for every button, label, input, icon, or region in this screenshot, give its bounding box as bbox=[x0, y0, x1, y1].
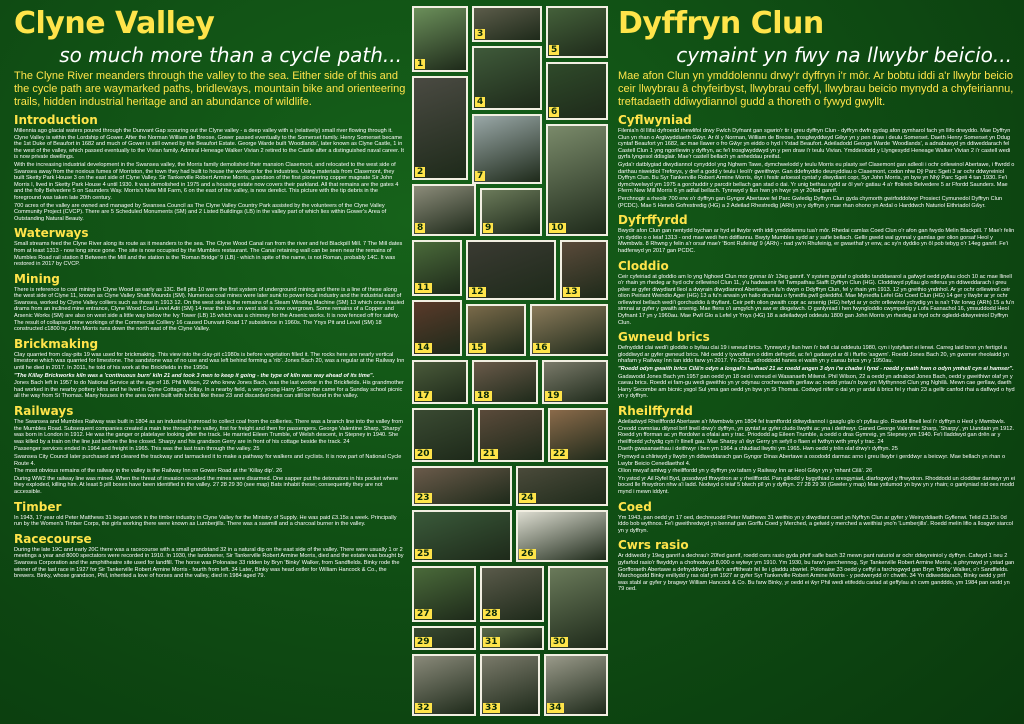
section-paragraph: The most obvious remains of the railway in the valley is the Railway Inn on Gower Road at the 'Killay dip'. 26 bbox=[14, 468, 283, 475]
historic-photo bbox=[472, 360, 538, 404]
photo-number-label: 32 bbox=[417, 703, 430, 713]
historic-photo bbox=[466, 240, 556, 300]
historic-photo bbox=[466, 304, 526, 356]
section-paragraph: Perchnogir a rheolir 700 erw o'r dyffryn gan Gyngor Abertawe fel Parc Gwledig Dyffryn Clun gyda chymorth gwirfoddolwyr Prosiect Cymunedol Dyffryn Clun (PCDC). Mae 5 Heneb Gofrestredig (HG) a 2 Adeilad Rhestredig (ARh) yn y dyffryn y mae rhan ohono yn Ardal o Harddwch Naturiol Eithriadol Gŵyr. bbox=[618, 195, 1003, 209]
section-paragraph: Daeth gwasanaethau i deithwyr i ben ym 1964 a chludiad llwythi ym 1965. Hwn oedd y trên olaf drwy'r dyffryn. 25 bbox=[618, 446, 898, 453]
historic-photo bbox=[480, 654, 540, 716]
section-paragraph: Gyda'r datblygiad diwydiannol cynyddol yng Nghwm Tawe, dymchwelodd y teulu Morris eu plasty sef Clasemont gan adleoli i ochr orllewinol Abertawe, i ffwrdd o darthau niweidiol Treforys, y dref a godd y teulu i leoli'r gweithwyr. Gan ddefnyddio deunyddiau o Clasemont, codon nhw Dŷ Parc Sgeti 3 ar ochr ddwyreiniol Dyffryn Clun. Bu Syr Tankerville Robert Armine Morris, ŵyr i fesitr arloesol cyntaf y diwydiant copr, Syr John Morris, yn byw yn Nhŷ Parc Sgeti 4 tan 1930. Fe'i dymchwelwyd ym 1975 a gorchuddir y parcdir bellach gan stad o dai. Yr unig bethau sydd ar ôl yw'r gatiau 4 a'r ffolinеb Belvedere 5 ar Ffordd Saunders. Mae Fferm New Mill Morris 6 yn adfail bellach. Tynnwyd y llun hwn yn hwyr yn yr 20fed ganrif. bbox=[618, 161, 1015, 195]
section-paragraph: In 1943, 17 year old Peter Matthews 31 began work in the timber industry in Clyne Valley for the Ministry of Supply. He was paid £3.15s a week. Principally run by the Women's Timber Corps, the girls working there were known as Lumberjills. There was a sawmill and a charcoal burner in the valley. bbox=[14, 514, 397, 528]
section-paragraph: Ceir cyfeiriad at gloddio am lo yng Nghoed Clun mor gynnar â'r 13eg ganrif. Y system gyntaf o gloddio tanddaearol a gafwyd oedd pyllau cloch 10 ac mae llinell o'r rhain yn rhedeg ar hyd ochr orllewinol Clun 11, y'u hadwaenir fel Twmpathau Siafft Dyffryn Clun (HG). Cloddiwyd pyllau glo niferus yn ddiweddarach i greu pŵer ar gyfer diwydiant lleol a dwyrain diwydiannol Abertawe, a fu'n dwyn o Ddyffryn Clun, fel y rhain ym 1913. 12 yn greithio yndnhol. Ar yr ochr orllewinol ceir olion Peiriant Weindio Ager (HG) 13 a fu'n arwain yn halio dramiau o fynedfa pwll goleddfol. Mae Mynedfa Lefel Glo Coed Clun (HG) 14 ger y llwybr ar yr ochr orllewinol bellach wedi'i gorchuddio â thyfiant. Ceir peth olion gwaith copr ac arsenig (HG) hefyd ar yr ochr orllewinol ychydig yn is na'r Tŵr Iorwg (ARh) 15 a fu'n simnai ar gyfer y gwaith arsenig. Mae ffens o'i amgylch yn awr er diogelwch. O ganlyniad i hen fwyngloddio cwympedig y Lofa Fasnachol 16, ymsuddodd Heol Dyfnant 17 yn y 1960au. Mae Pwll Glo a Lefel yr Ynys (HG) 18 a adeiladwyd oddeutu 1800 gan John Morris yn rhedeg ar hyd ochr ogledd-ddwyreiniol Dyffryn Clun. bbox=[618, 273, 1015, 326]
photo-number-label: 2 bbox=[417, 167, 424, 177]
section-quote: "Roedd odyn gwaith brics Cilâ'n odyn a losgai'n barhaol 21 ac roedd angen 3 dyn i'w chadw i fynd - roedd y math hwn o odyn ymhell cyn ei hamser". bbox=[618, 366, 1014, 373]
historic-photo bbox=[544, 654, 608, 716]
historic-photo bbox=[530, 304, 608, 356]
historic-photo bbox=[546, 124, 608, 236]
section-paragraph: Swansea City Council later purchased and cleared the trackway and tarmacked it to make a pathway for walkers and cyclists. It is now part of National Cycle Route 4. bbox=[14, 453, 402, 467]
section-heading: Timber bbox=[14, 499, 62, 514]
historic-photo bbox=[412, 626, 476, 650]
photo-column bbox=[412, 6, 612, 720]
historic-photo bbox=[478, 408, 544, 462]
historic-photo bbox=[480, 626, 544, 650]
photo-number-label: 28 bbox=[485, 609, 498, 619]
section-paragraph: With the increasing industrial development in the Swansea valley, the Morris family demolished their mansion Clasemont, and relocated to the west side of Swansea away from the noxious fumes of Morriston, the town they had built to house the workers for the industries. Using materials from Clasemont, they built Sketty Park House 3 on the east side of Clyne Valley. Sir Tankerville Robert Armine Morris, grandson of the first pioneering copper magnate Sir John Morris I, lived in Sketty Park House 4 until 1930. It was demolished in 1975 and a housing estate now covers their parkland. All that remains are the gates 4 and the folly Belvedere 5 on Saunders Way. Morris's New Mill Farm, 6 on the east of the valley, is now derelict. This picture with the tip debris in the foreground was taken late 20th century. bbox=[14, 161, 399, 201]
section-heading: Waterways bbox=[14, 226, 89, 241]
section-paragraph: Yn ystod yr Ail Ryfel Byd, gosodwyd ffrwydron ar y rheilffordd. Pan giliodd y bygythiad o oresgyniad, diarfogwyd y ffrwydron. Rhoddodd un cloddiwr daniwyr yn ei boced lle ffrwydron nhw a'i ladd. Nodwyd o leiaf 5 blwch pîl yn y dyffryn. 27 28 29 30 (Gweler y map) Mae ystlumod yn byw yn y rhain; o ganlyniad nid oes modd mynd i mewn iddynt. bbox=[618, 475, 1016, 495]
photo-number-label: 24 bbox=[521, 493, 534, 503]
photo-number-label: 22 bbox=[553, 449, 566, 459]
photo-number-label: 13 bbox=[565, 287, 578, 297]
section-paragraph: There is reference to coal mining in Clyne Wood as early as 13C. Bell pits 10 were the first system of underground mining and there is a line of these along the west side of Clyne 11, known as Clyne Valley Shaft Mounds (SM). Numerous coal mines were later sunk to power local industry and the industrial east of Swansea, worked by Clyne Valley colliers such as those in 1913 12. On the west side is the remains of a Steam Winding Machine (SM) 13 which once hauled drams from an inclined mine entrance, Clyne Wood Coal Level Adit (SM) 14 near the bike on west side is now overgrown. Some remains of a Copper and Arsenic Works (SM) are also on west side a little way below the Ivy Tower (LB) 15 which was a chimney for the Arsenic works. It is now fenced off for safety. The result of collapsed mine workings of the Commercial Colliery 16 caused Dunvant Road 17 subsidence in 1960s. The Ynys Pit and Level (SM) 18 constructed c1800 by John Morris runs down the north east of the Clyne Valley. bbox=[14, 286, 405, 333]
historic-photo bbox=[560, 240, 608, 300]
historic-photo bbox=[412, 654, 476, 716]
historic-photo bbox=[472, 46, 542, 110]
section-paragraph: 700 acres of the valley are owned and managed by Swansea Council as The Clyne Valley Country Park assisted by the volunteers of the Clyne Valley Community Project (CVCP). There are 5 Scheduled Monuments (SM) and 2 Listed Buildings (LB) in the valley part of which lies within Gower's Area of Outstanding Natural Beauty. bbox=[14, 202, 387, 222]
photo-number-label: 17 bbox=[417, 391, 430, 401]
section-quote: "The Killay Brickworks kiln was a 'continuous burn' kiln 21 and took 3 men to keep it going - the type of kiln was way ahead of its time". bbox=[14, 372, 375, 379]
section-heading: Racecourse bbox=[14, 531, 92, 546]
welsh-subtitle: cymaint yn fwy na llwybr beicio... bbox=[676, 43, 1012, 67]
photo-number-label: 20 bbox=[417, 449, 430, 459]
historic-photo bbox=[472, 114, 542, 184]
english-intro: The Clyne River meanders through the valley to the sea. Either side of this and the cycle path are waymarked paths, bridleways, mountain bike and orienteering trails, hidden industrial heritage and an abundance of wildlife. bbox=[14, 70, 406, 108]
photo-number-label: 19 bbox=[547, 391, 560, 401]
photo-number-label: 12 bbox=[471, 287, 484, 297]
photo-number-label: 14 bbox=[417, 343, 430, 353]
section-paragraph: Bwydir afon Clun gan nentydd bychan ar hyd ei llwybr wrth iddi ymddolennu tua'r môr. Rhedai camlas Coed Clun o'r afon gan fwydo Melin Blackpill. 7 Mae'r felin yn dyddio o o leiaf 1313 - ond mae wedi hen ddiflannu. Bwyty Mumbles sydd ar y safle bellach. Gellir gweld wal gynnal y gamlas ger olion gorsaf Heol y Mwmbwls. 8 Rhwng y felin a'r orsaf mae'r 'Bont Rufeinig' 9 (ARh) - nad yw'n Rhufeinig, er gwaethaf yr enw, ac sy'n dyddio yn ôl pob tebyg o'r 14eg ganrif. Fe'i hadferwyd yn 2017 gan PCDC. bbox=[618, 228, 1015, 254]
photo-number-label: 25 bbox=[417, 549, 430, 559]
historic-photo bbox=[472, 6, 542, 42]
section-paragraph: Passenger services ended in 1964 and freight in 1965. This was the last train through the valley. 25 bbox=[14, 446, 260, 453]
historic-photo bbox=[546, 6, 608, 58]
section-heading: Railways bbox=[14, 404, 74, 418]
photo-number-label: 15 bbox=[471, 343, 484, 353]
photo-number-label: 16 bbox=[535, 343, 548, 353]
welsh-column bbox=[618, 0, 1016, 593]
photo-number-label: 4 bbox=[477, 97, 484, 107]
english-title: Clyne Valley bbox=[14, 6, 215, 41]
section-paragraph: Adeiladwyd Rheilffordd Abertawe a'r Mwmbwls ym 1804 fel tramffordd ddiwydiannol i gasglu glo o'r pyllau glo. Roedd llinell leol i'r dyffryn o Heol y Mwmbwls. Creodd cwmnïau dilynol brif linell drwy'r dyffryn, yn gyntaf ar gyfer cludo llwythi ac yna i deithwyr. Ganed George Valentine Sharp, 'Sharpy', yn Llundain yn 1912. Roedd yn fforman ac yn ffordolwr a ofalai am y trac. Priododd ag Eileen Trumble, a oedd o dras Gymreig, yn Stepney ym 1940. Fe'i lladdwyd gan drên ar y rheilffordd ychydig cyn i'r llinell gau. Mae Sharpy a'i ŵyr Gerry yn sefyll o flaen ei fwthyn wrth ymyl y trac. 24 bbox=[618, 419, 1015, 445]
section-heading: Cloddio bbox=[618, 258, 669, 273]
historic-photo bbox=[548, 408, 608, 462]
photo-number-label: 9 bbox=[485, 223, 492, 233]
historic-photo bbox=[548, 566, 608, 650]
photo-number-label: 7 bbox=[477, 171, 484, 181]
section-heading: Cyflwyniad bbox=[618, 113, 692, 127]
historic-photo bbox=[412, 184, 476, 236]
photo-number-label: 8 bbox=[417, 223, 424, 233]
section-paragraph: Defnyddid clai wedi'i gloddio o byllau clai 19 i wneud brics. Tynnwyd y llun hwn i'r bwll clai oddeutu 1980, cyn i lystyfiant ei lenwi. Carreg laid bron yn fertigol a gloddiwyd ar gyfer gwneud brics. Nid oedd y tywodfaen o ddim defnydd, ac fe'i gadawyd ar ôl i ffurfio 'asgwrn'. Roedd Jones Bach 20, yn gwsmer rheolaidd yn nhafarn y Railway Inn tan iddo farw yn 2017. Yn 2011, adroddodd hanes ei waith yn y caeau brics yn y 1950au. bbox=[618, 345, 1009, 365]
photo-number-label: 31 bbox=[485, 637, 498, 647]
english-sections bbox=[14, 113, 406, 580]
historic-photo bbox=[480, 188, 542, 236]
photo-number-label: 10 bbox=[551, 223, 564, 233]
section-heading: Dyfrffyrdd bbox=[618, 213, 688, 228]
section-heading: Gwneud brics bbox=[618, 330, 710, 345]
section-paragraph: Jones Bach left in 1957 to do National Service at the age of 18. Phil Wilson, 22 who knew Jones Bach, was the last worker in the Brickfields. His grandmother had worked in the nearby pottery kilns and he lived in Clyne Cottages, Killay. In a nearby field, a very young Harry Secombe came for a Sunday school picnic all the way from St Thomas. Many houses in the area were built with bricks like these 23 and discarded ones can still be found in the valley. bbox=[14, 380, 404, 400]
section-paragraph: Small streams feed the Clyne River along its route as it meanders to the sea. The Clyne Wood Canal ran from the river and fed Blackpill Mill. 7 The Mill dates from at least 1313 - now long since gone. The site is now occupied by the Mumbles restaurant. The Canal retaining wall can be seen near the remains of Mumbles Road rail station 8 Between the Mill and the station is the 'Roman Bridge' 9 (LB) - which in spite of the name, is not Roman, probably 14C. It was restored in 2017 by CVCP. bbox=[14, 241, 403, 268]
historic-photo bbox=[412, 566, 476, 622]
section-paragraph: Prynwyd a chliriwyd y llwybr yn ddiweddarach gan Gyngor Dinas Abertawe a osododd darmac arno i greu llwybr i gerddwyr a beicwyr. Mae bellach yn rhan o Lwybr Beicio Cenedlaethol 4. bbox=[618, 453, 1006, 467]
historic-photo bbox=[412, 360, 468, 404]
photo-number-label: 6 bbox=[551, 107, 558, 117]
welsh-title: Dyffryn Clun bbox=[618, 6, 824, 41]
section-paragraph: During WW2 the railway line was mined. When the threat of invasion receded the mines were disarmed. One sapper put the detonators in his pocket where they exploded, killing him. At least 5 pill boxes have been identified in the valley. 27 28 29 30 (see map) Bats inhabit these; consequently they are not accessible. bbox=[14, 475, 398, 495]
english-subtitle: so much more than a cycle path... bbox=[59, 43, 402, 67]
section-paragraph: Ym 1943, pan oedd yn 17 oed, dechreuodd Peter Matthews 31 weithio yn y diwydiant coed yn Nyffryn Clun ar gyfer y Weinyddiaeth Gyflenwi. Telid £3.15s 0d iddo bob wythnos. Fe'i gweithredwyd yn bennaf gan Gorffu Coed y Merched, a gelwid y merched a weithiai yno'n 'Lumberjills'. Roedd melin lifio a llosgwr siarcol yn y dyffryn. bbox=[618, 514, 1013, 534]
photo-number-label: 26 bbox=[521, 549, 534, 559]
section-heading: Mining bbox=[14, 271, 60, 286]
section-paragraph: Clay quarried from clay-pits 19 was used for brickmaking. This view into the clay-pit c1980s is before vegetation filled it. The rocks here are nearly vertical limestone which was quarried for limestone. The sandstone was of no use and was left behind forming a 'rib'. Jones Bach 20, was a regular at the Railway Inn until he died in 2017. In 2011, he told of his work at the Brickfields in the 1950s bbox=[14, 351, 405, 372]
section-heading: Brickmaking bbox=[14, 336, 99, 351]
historic-photo bbox=[412, 408, 474, 462]
historic-photo bbox=[546, 62, 608, 120]
historic-photo bbox=[412, 300, 462, 356]
photo-number-label: 33 bbox=[485, 703, 498, 713]
welsh-intro: Mae afon Clun yn ymddolennu drwy'r dyffryn i'r môr. Ar bobtu iddi a'r llwybr beicio ceir llwybrau â chyfeirbyst, llwybrau ceffyl, llwybrau beicio mynydd a chyfeiriannu, treftadaeth ddiwydiannol gudd a thoreth o fywyd gwyllt. bbox=[618, 70, 1014, 108]
section-paragraph: Ar ddiwedd y 19eg ganrif a dechrau'r 20fed ganrif, roedd cwrs rasio gyda phrif safle bach 32 mewn pant naturiol ar ochr ddwyreiniol y dyffryn. Cafwyd 1 neu 2 gyfarfod rasio'r flwyddyn a chofnodwyd 8,000 o wylwyr ym 1910. Ym 1930, bu farw'r perchennog, Syr Tankerville Robert Armine Morris, a phrynwyd yr ystad gan Gorfforaeth Abertawe a defnyddiwyd safle'r amffitheatr fel lle i gladdu sbwriel. Polonaise 33 oedd y ceffyl a farchogwyd gan Bryn 'Binky' Walker, o'r Sandfields. Marchogodd Binky enillydd y ras olaf ym 1927 ar gyfer Syr Tankerville Robert Armine Morris - y pedwerydd o'r chwith. 34 Yn ddiweddarach, Binky oedd y prif was stabl ar gyfer y bragwyr William Hancock & Co. Bu farw Binky, yr oedd ei ŵyr Phil wedi etifeddu cariad at geffylau a'r cwm gandddo, ym 1984 pan oedd yn 79 oed. bbox=[618, 553, 1015, 593]
historic-photo bbox=[412, 76, 468, 180]
section-paragraph: The Swansea and Mumbles Railway was built in 1804 as an industrial tramroad to collect coal from the collieries. There was a branch line into the valley from the Mumbles Road. Subsequent companies created a main line through the valley, first for freight and then for passengers. George Valentine Sharp, 'Sharpy' was born in London in 1912. He was the ganger or platelayer looking after the track. He married Eileen Trumble, of Welsh descent, in Stepney in 1940. She was killed by a train on the line just before the line closed. Sharpy and his grandson Gerry are in front of his cottage beside the track. 24 bbox=[14, 419, 403, 445]
photo-number-label: 34 bbox=[549, 703, 562, 713]
historic-photo bbox=[412, 240, 462, 296]
historic-photo bbox=[412, 466, 512, 506]
historic-photo bbox=[412, 6, 468, 72]
section-heading: Coed bbox=[618, 499, 652, 514]
historic-photo bbox=[542, 360, 608, 404]
section-paragraph: Gadawodd Jones Bach ym 1957 pan oedd yn 18 oed i wneud ei Wasanaeth Milwrol. Phil Wilson, 22 a oedd yn adnabod Jones Bach, oedd y gweithiwr olaf yn y caeau brics. Roedd ei fam-gu wedi gweithio yn yr odynau crochenwaith gerllaw ac roedd yntau'n byw ym Mythynnod Clun yng Nghilâ. Mewn cae gerllaw, daeth Harry Secombe am bicnic ysgol Sul yma gan oedd yn byw yn St Thomas. Codwyd nifer o dai yn yr ardal â brics fel y rhain 23 a gellir canfod rhai a daflwyd o hyd yn y dyffryn. bbox=[618, 373, 1015, 400]
section-paragraph: Millennia ago glacial waters poured through the Dunvant Gap scouring out the Clyne valley - a deep valley with a (relatively) small river flowing through it. Clyne Valley is within the Lordship of Gower. After the Norman William de Breose, Gower passed eventually to the Somerset family. Henry Somerset became the 1st Duke of Beaufort in 1682 and much of Gower is still owned by the Beaufort Estate. George Warde built 'Woodlands', later known as Clyne Castle, 1 in the west of the valley, which passed eventually to the Vivian family. Admiral Heneage Walker Vivian 2 retired to the Castle after a distinguished naval career. It is now private dwellings. bbox=[14, 128, 404, 161]
historic-photo bbox=[516, 510, 608, 562]
english-column bbox=[14, 0, 406, 580]
photo-number-label: 30 bbox=[553, 637, 566, 647]
photo-number-label: 1 bbox=[417, 59, 424, 69]
photo-number-label: 18 bbox=[477, 391, 490, 401]
section-paragraph: Olion mwyaf amlwg y rheilffordd yn y dyffryn yw tafarn y Railway Inn ar Heol Gŵyr yn y 'mhant Cilâ'. 26 bbox=[618, 468, 873, 475]
section-paragraph: During the late 19C and early 20C there was a racecourse with a small grandstand 32 in a natural dip on the east side of the valley. There were usually 1 or 2 meetings a year and 8000 spectators were recorded in 1910. In 1930, the landowner, Sir Tankerville Robert Armine Morris, died and the estate was bought by Swansea Corporation and the amphitheatre site used for landfill. The horse was Polonaise 33 ridden by Bryn 'Binky' Walker, from Sandfields. Binky rode the winner of the last race in 1927 for Sir Tankerville Robert Armine Morris - fourth from left. 34 Later, Binky was head ostler for William Hancock & Co., the brewers. Binky, whose grandson, Phil, inherited a love of horses and the valley, died in 1984 aged 79. bbox=[14, 546, 404, 580]
photo-number-label: 27 bbox=[417, 609, 430, 619]
historic-photo bbox=[516, 466, 608, 506]
welsh-sections bbox=[618, 113, 1016, 593]
historic-photo bbox=[412, 510, 512, 562]
historic-photo bbox=[480, 566, 544, 622]
photo-number-label: 21 bbox=[483, 449, 496, 459]
photo-number-label: 23 bbox=[417, 493, 430, 503]
photo-number-label: 3 bbox=[477, 29, 484, 39]
section-paragraph: Filenia'n ôl llifai dyfroedd rhewlifol drwy Fwlch Dyfnant gan sgwrio'r tir i greu dyffryn Clun - dyffryn dwfn gydag afon gymharol fach yn llifo drwyddo. Mae Dyffryn Clun yn rhan o Arglwyddiaeth Gŵyr. Ar ôl y Norman, William de Breose, trosglwyddwyd Gŵyr yn y pen draw i deulu Somerset. Daeth Henry Somerset yn Ddug cyntaf Beaufort yn 1682, ac mae llawer o fro Gŵyr yn eiddo o hyd i Ystad Beaufort. Adeiladodd George Warde 'Woodlands', a adnabuwyd yn ddiweddarach fel Castell Clun 1 yng ngorllewin y dyffryn, ac fe'i trosglwyddwyd yn y pen draw i'r teulu Vivian. Ymddeolodd y Llyngesydd Heneage Walker Vivian 2 i'r castell wedi gyrfa lyngesol ddisglair. Mae'r castell bellach yn anheddau preifat. bbox=[618, 128, 1011, 161]
photo-number-label: 29 bbox=[417, 637, 430, 647]
photo-number-label: 5 bbox=[551, 45, 558, 55]
section-heading: Rheilffyrdd bbox=[618, 404, 693, 418]
section-heading: Cwrs rasio bbox=[618, 538, 689, 553]
section-heading: Introduction bbox=[14, 113, 98, 127]
photo-number-label: 11 bbox=[417, 283, 430, 293]
